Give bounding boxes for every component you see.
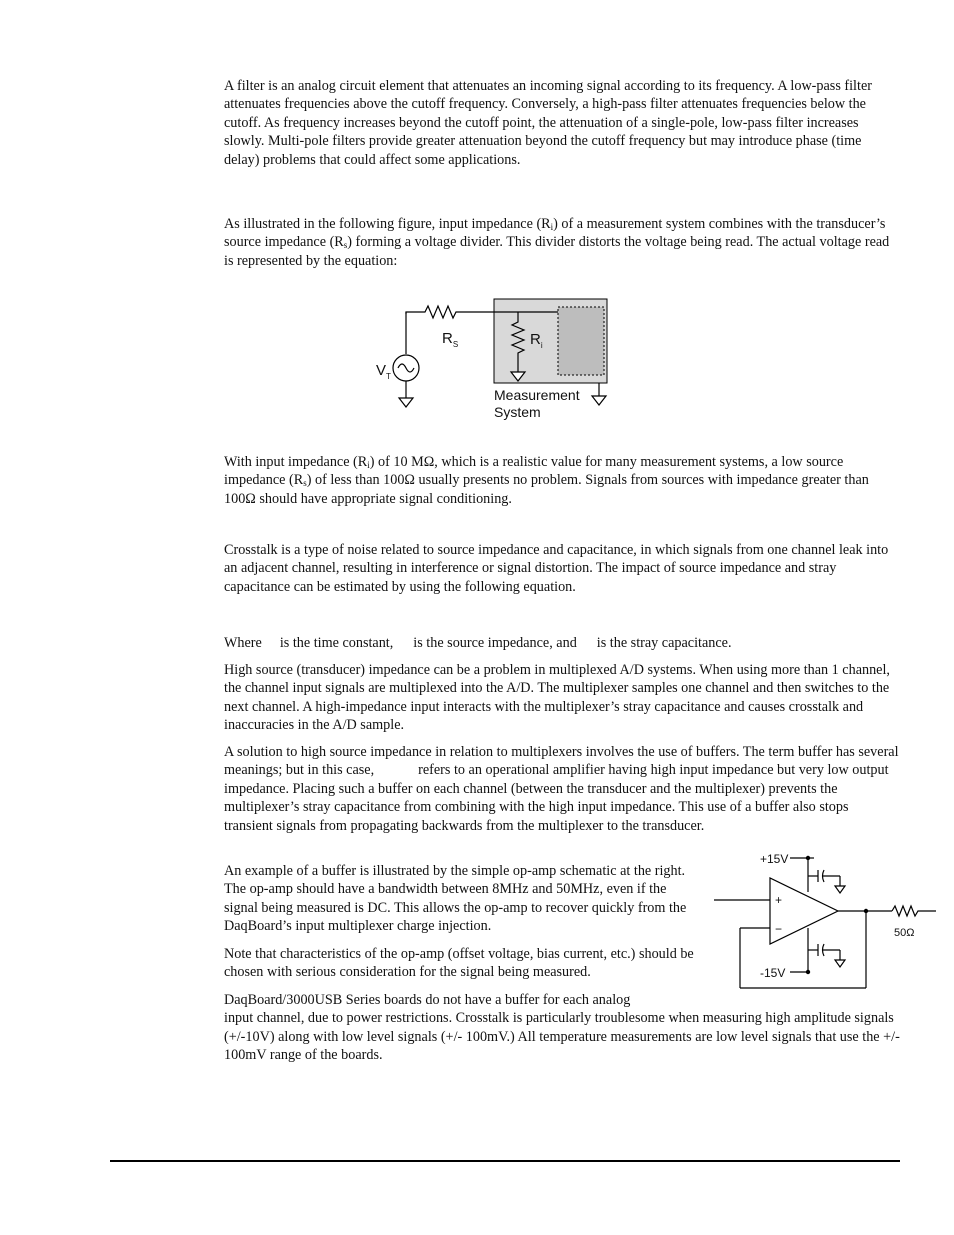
ground-icon <box>835 886 845 893</box>
input-impedance-paragraph <box>224 453 900 508</box>
plus-input-label: + <box>775 893 783 907</box>
buffer-solution-paragraph <box>224 743 900 835</box>
subscript: i <box>367 460 370 470</box>
internal-dotted-box <box>558 307 604 375</box>
text-fragment: refers to an operational amplifier having high input impedance but very low output impedance. Placing such a buffer on each channel (between the transducer and the multiplexer) prevents the multiplexer’s stray capacitance from combining with the high input impedance. This use of a buffer also stops transient signals from propagating backwards from the multiplexer to the transducer. <box>224 762 889 834</box>
ground-icon <box>592 396 606 405</box>
neg-supply-label: -15V <box>760 966 786 980</box>
text-fragment: input channel, due to power restrictions. Crosstalk is particularly troublesome when measuring high amplitude signals (+/-10V) along with low level signals (+/- 100mV.) All temperature measurements are low level signals that use the +/- 100mV range of the boards. <box>224 1010 900 1064</box>
minus-input-label: − <box>775 922 783 936</box>
high-source-paragraph: High source (transducer) impedance can be a problem in multiplexed A/D systems. When using more than 1 channel, the channel input signals are multiplexed into the A/D. The multiplexer samples one channel and then switches to the next channel. A high-impedance input interacts with the multiplexer’s stray capacitance and causes crosstalk and inaccuracies in the A/D sample. <box>224 662 890 734</box>
resistor-label: 50Ω <box>894 927 915 939</box>
node-dot <box>864 909 868 913</box>
subscript: s <box>303 478 307 489</box>
voltage-divider-figure <box>370 292 620 427</box>
ri-label: $R_i$ <box>530 331 543 350</box>
system-label: System <box>494 404 541 420</box>
subscript: s <box>343 240 348 251</box>
text-fragment: is the source impedance, and <box>413 635 577 651</box>
rs-label: $R_S$ <box>442 330 459 349</box>
text-fragment: is the stray capacitance. <box>596 635 732 651</box>
text-fragment: ) of less than 100Ω usually presents no problem. Signals from sources with impedance greater than 100Ω should have appropriate signal conditioning. <box>224 472 869 507</box>
op-amp-buffer-figure <box>714 848 944 993</box>
text-fragment: ) forming a voltage divider. This divider distorts the voltage being read. The actual voltage read is represented by the equation: <box>224 234 890 269</box>
vt-label: $V_T$ <box>376 362 391 381</box>
impedance-intro-paragraph <box>224 215 900 270</box>
ground-icon <box>399 398 413 407</box>
text-fragment: DaqBoard/3000USB Series boards do not have a buffer for each analog <box>224 992 631 1008</box>
output-resistor <box>892 906 936 916</box>
subscript: i <box>550 222 554 232</box>
text-fragment: is the time constant, <box>279 635 394 651</box>
text-fragment: As illustrated in the following figure, input impedance (R <box>224 216 551 232</box>
ground-icon <box>835 960 845 967</box>
text-fragment: Where <box>224 635 262 651</box>
example-paragraph: An example of a buffer is illustrated by the simple op-amp schematic at the right. The op-amp should have a bandwidth between 8MHz and 50MHz, even if the signal being measured is DC. This allows the op-amp to recover quickly from the DaqBoard’s input multiplexer charge injection. <box>224 863 687 935</box>
footer-rule <box>110 1160 900 1162</box>
crosstalk-paragraph: Crosstalk is a type of noise related to source impedance and capacitance, in which signals from one channel leak into an adjacent channel, resulting in interference or signal distortion. The impact of source impedance and stray capacitance can be estimated by using the following equation. <box>224 542 889 595</box>
text-fragment: A solution to high source impedance in relation to multiplexers involves the use of buffers. The term buffer has several meanings; but in this case, <box>224 744 899 779</box>
daqboard-paragraph <box>224 991 900 1065</box>
measurement-label: Measurement <box>494 387 580 403</box>
note-paragraph: Note that characteristics of the op-amp (offset voltage, bias current, etc.) should be chosen with serious consideration for the signal being measured. <box>224 946 694 981</box>
filter-paragraph: A filter is an analog circuit element that attenuates an incoming signal according to its frequency. A low-pass filter attenuates frequencies above the cutoff frequency. Conversely, a high-pass filter attenuates frequencies below the cutoff. As frequency increases beyond the cutoff point, the attenuation of a single-pole, low-pass filter increases slowly. Multi-pole filters provide greater attenuation beyond the cutoff frequency but may introduce phase (time delay) problems that could affect some applications. <box>224 78 872 168</box>
pos-supply-label: +15V <box>760 852 789 866</box>
text-fragment: ) of 10 MΩ, which is a realistic value for many measurement systems, a low source impedance (R <box>224 454 844 489</box>
where-line <box>224 634 900 652</box>
text-fragment: ) of a measurement system combines with the transducer’s source impedance (R <box>224 216 886 251</box>
text-fragment: With input impedance (R <box>224 454 368 470</box>
